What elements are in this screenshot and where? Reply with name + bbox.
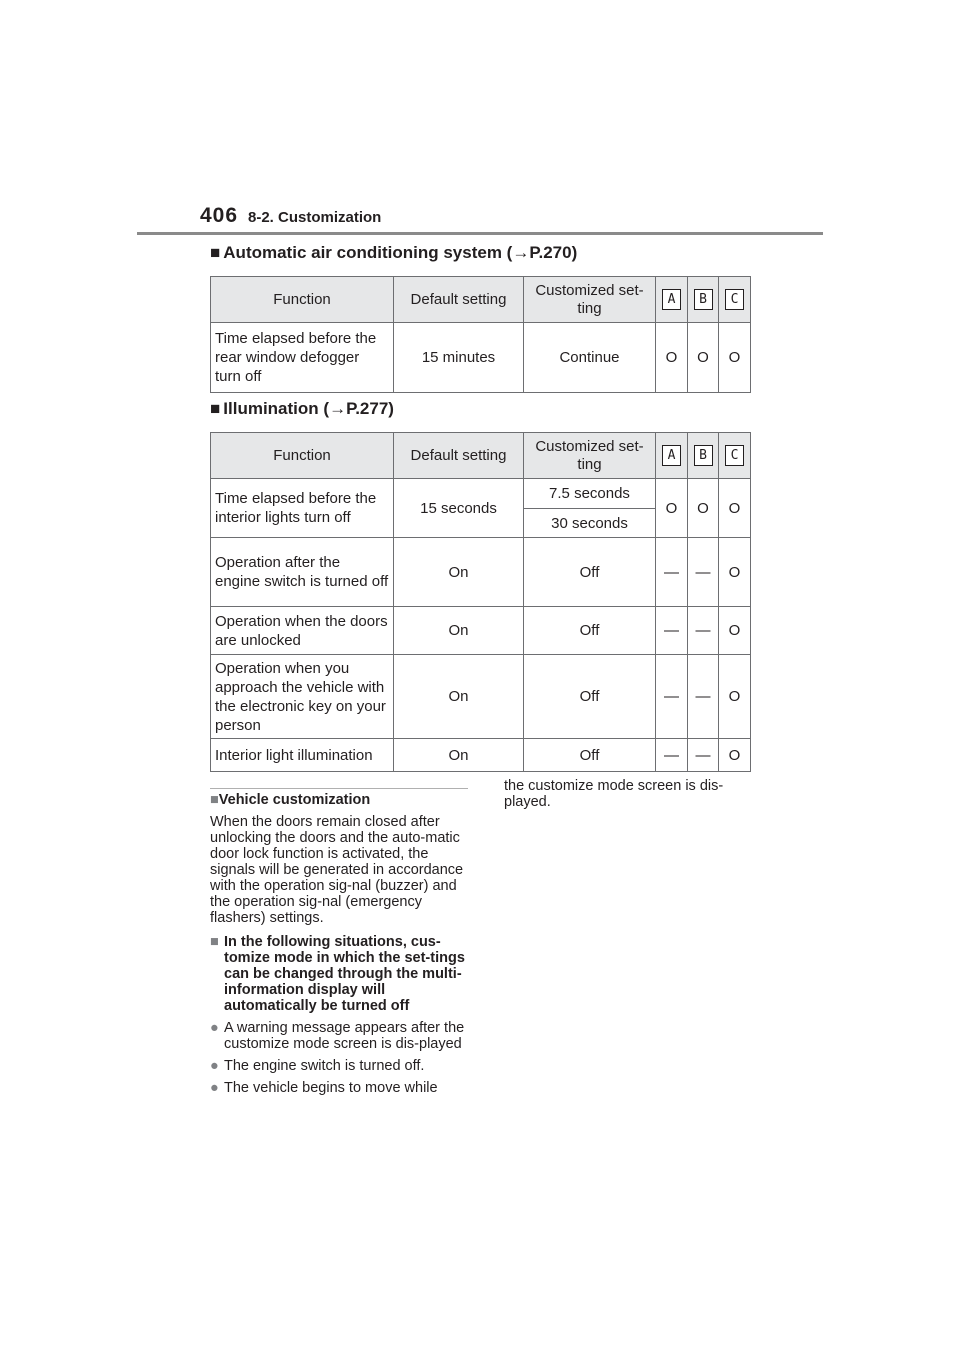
circle-bullet-icon: ● (210, 1080, 219, 1096)
header-customized-setting: Customized set-ting (524, 433, 656, 479)
cell-b: — (688, 607, 719, 655)
cell-function: Operation when you approach the vehicle with the electronic key on your person (211, 655, 394, 739)
header-b (688, 277, 719, 323)
cell-a: — (656, 739, 688, 772)
square-bullet-icon: ■ (210, 934, 219, 950)
cell-b: — (688, 655, 719, 739)
header-default-setting: Default setting (394, 277, 524, 323)
section-title-text: Automatic air conditioning system ( (223, 243, 513, 262)
list-item (210, 1080, 472, 1096)
cell-function: Time elapsed before the interior lights turn off (211, 479, 394, 538)
header-a (656, 277, 688, 323)
header-c (719, 433, 751, 479)
situations-heading (210, 934, 472, 1014)
cell-c: O (719, 607, 751, 655)
cell-default: On (394, 607, 524, 655)
header-customized-setting: Customized set-ting (524, 277, 656, 323)
table-header-row (211, 433, 751, 479)
cell-a: O (656, 479, 688, 538)
table-row (211, 323, 751, 393)
table-row (211, 655, 751, 739)
letter-a-icon: A (662, 289, 681, 310)
cell-a: — (656, 607, 688, 655)
table-header-row (211, 277, 751, 323)
cell-c: O (719, 655, 751, 739)
page-reference-link[interactable]: P.270) (529, 243, 578, 262)
cell-default: On (394, 655, 524, 739)
bullet-text: A warning message appears after the customize mode screen is dis-played (224, 1020, 465, 1052)
cell-c: O (719, 538, 751, 607)
cell-custom: Off (524, 607, 656, 655)
arrow-icon: → (512, 243, 530, 262)
cell-function: Time elapsed before the rear window defogger turn off (211, 323, 394, 393)
cell-custom: Off (524, 538, 656, 607)
cell-function: Operation after the engine switch is turned off (211, 538, 394, 607)
table-row (211, 739, 751, 772)
cell-custom: Off (524, 739, 656, 772)
cell-a: O (656, 323, 688, 393)
header-rule (137, 232, 823, 235)
notes-divider (210, 788, 468, 789)
vehicle-customization-text: When the doors remain closed after unlocking the doors and the auto-matic door lock function is activated, the signals will be generated in accordance with the operation sig-nal (buzzer) and the operation sig-nal (emergency flashers) settings. (210, 814, 464, 926)
page-number: 406 (200, 204, 239, 227)
cell-function: Operation when the doors are unlocked (211, 607, 394, 655)
header-function: Function (211, 433, 394, 479)
page-reference-link[interactable]: P.277) (346, 399, 394, 418)
section-title-air-conditioning (210, 243, 577, 263)
cell-function: Interior light illumination (211, 739, 394, 772)
letter-a-icon: A (662, 445, 681, 466)
arrow-icon: → (329, 399, 347, 418)
cell-custom: 30 seconds (524, 509, 656, 538)
list-item (210, 1058, 472, 1074)
bullet-text: The engine switch is turned off. (224, 1058, 425, 1074)
header-c (719, 277, 751, 323)
circle-bullet-icon: ● (210, 1058, 219, 1074)
list-item (210, 1020, 472, 1052)
cell-c: O (719, 323, 751, 393)
bullet-text: The vehicle begins to move while (224, 1080, 438, 1096)
cell-custom: 7.5 seconds (524, 479, 656, 509)
letter-c-icon: C (725, 289, 744, 310)
square-bullet-icon: ■ (210, 399, 221, 418)
letter-b-icon: B (694, 289, 713, 310)
cell-a: — (656, 655, 688, 739)
square-bullet-icon: ■ (210, 792, 219, 808)
chapter-title: 8-2. Customization (248, 209, 382, 226)
vehicle-customization-title: Vehicle customization (218, 792, 371, 808)
header-default-setting: Default setting (394, 433, 524, 479)
table-row (211, 479, 751, 509)
section-title-text: Illumination ( (223, 399, 330, 418)
letter-c-icon: C (725, 445, 744, 466)
cell-a: — (656, 538, 688, 607)
cell-default: 15 seconds (394, 479, 524, 538)
cell-custom: Off (524, 655, 656, 739)
situations-title: In the following situations, cus-tomize mode in which the set-tings can be changed through the multi-information display will automatically be turned off (224, 934, 465, 1014)
table-row (211, 538, 751, 607)
section-title-illumination (210, 399, 394, 419)
notes-left-column (210, 792, 472, 1096)
letter-b-icon: B (694, 445, 713, 466)
vehicle-customization-heading (210, 792, 472, 808)
cell-c: O (719, 739, 751, 772)
square-bullet-icon: ■ (210, 243, 221, 262)
illumination-table (210, 432, 751, 772)
cell-b: — (688, 538, 719, 607)
cell-b: O (688, 323, 719, 393)
header-a (656, 433, 688, 479)
circle-bullet-icon: ● (210, 1020, 219, 1036)
cell-b: — (688, 739, 719, 772)
cell-c: O (719, 479, 751, 538)
cell-default: On (394, 538, 524, 607)
cell-default: 15 minutes (394, 323, 524, 393)
cell-default: On (394, 739, 524, 772)
header-function: Function (211, 277, 394, 323)
table-row (211, 607, 751, 655)
air-conditioning-table (210, 276, 751, 393)
cell-b: O (688, 479, 719, 538)
cell-custom: Continue (524, 323, 656, 393)
header-b (688, 433, 719, 479)
continued-text: the customize mode screen is dis-played. (504, 778, 724, 810)
notes-right-column (504, 778, 752, 810)
